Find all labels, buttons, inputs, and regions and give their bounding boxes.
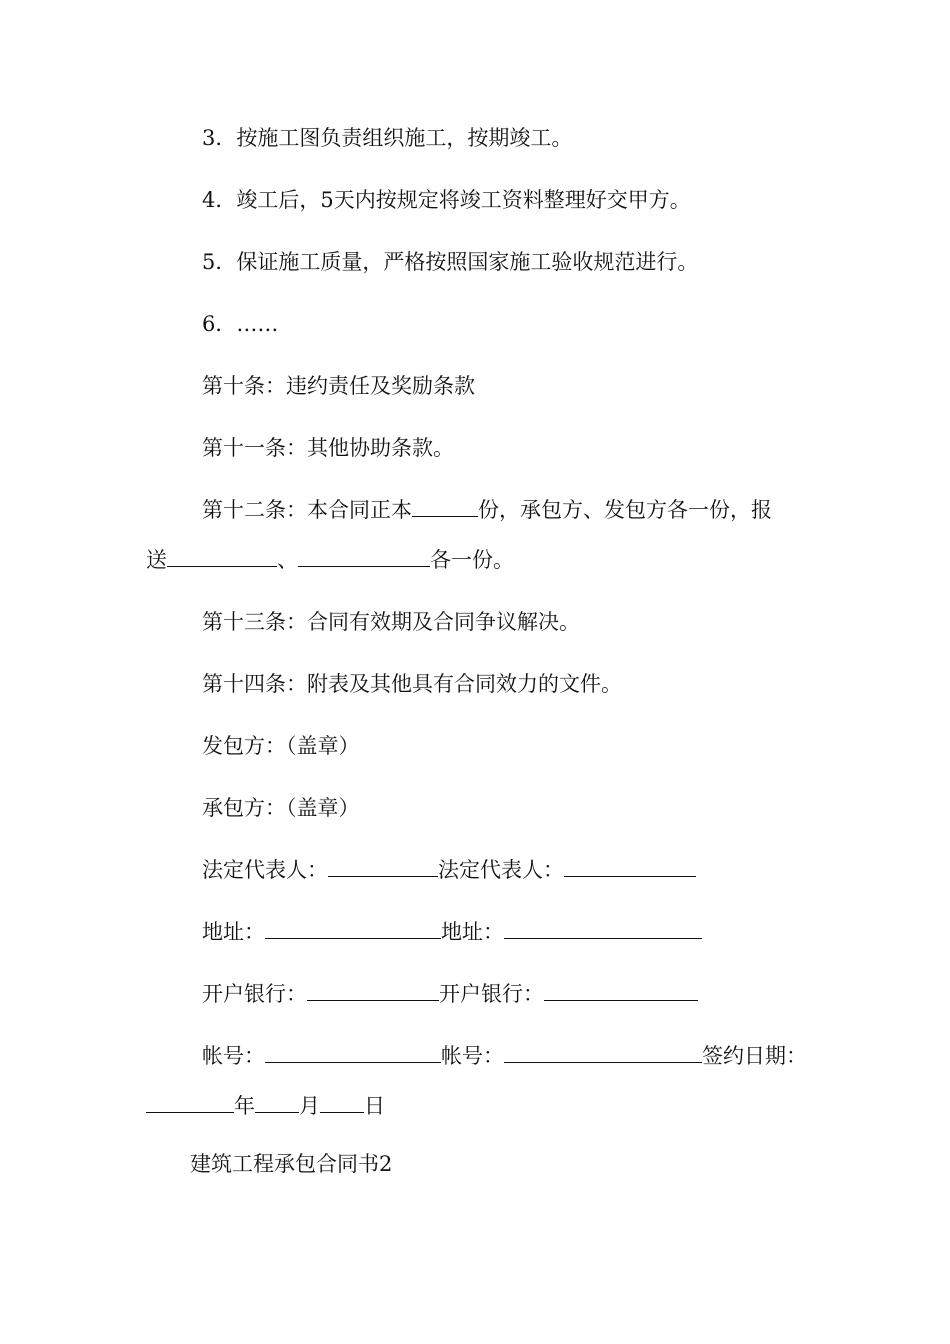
article-12-line-2 [146,546,514,574]
article-12-text-d: 、 [277,548,298,572]
day-blank [320,1092,364,1113]
recipient-blank-1 [167,546,277,567]
legal-rep-blank-b [564,856,696,877]
address-label-a: 地址： [202,920,265,944]
article-12-text-a: 第十二条：本合同正本 [202,498,412,522]
year-blank [146,1092,234,1113]
article-10: 第十条：违约责任及奖励条款 [202,374,475,398]
account-label-b: 帐号： [441,1044,504,1068]
bank-blank-a [307,980,439,1001]
legal-rep-label-a: 法定代表人： [202,858,328,882]
account-label-a: 帐号： [202,1044,265,1068]
day-label: 日 [364,1094,385,1118]
employer-seal: 发包方：（盖章） [202,734,360,758]
next-document-title: 建筑工程承包合同书2 [190,1152,393,1176]
sign-date-label: 签约日期： [702,1044,807,1068]
month-blank [255,1092,299,1113]
clause-item-6: 6．…… [202,312,279,336]
legal-representative-line [202,856,696,884]
address-blank-a [265,918,441,939]
year-label: 年 [234,1094,255,1118]
article-12-text-e: 各一份。 [430,548,514,572]
article-11: 第十一条：其他协助条款。 [202,436,454,460]
article-12-line-1 [202,496,772,524]
account-blank-b [504,1042,702,1063]
legal-rep-label-b: 法定代表人： [438,858,564,882]
article-12-text-b: 份，承包方、发包方各一份，报 [478,498,772,522]
clause-item-3: 3．按施工图负责组织施工，按期竣工。 [202,126,573,150]
month-label: 月 [299,1094,320,1118]
article-13: 第十三条：合同有效期及合同争议解决。 [202,610,580,634]
legal-rep-blank-a [328,856,438,877]
article-12-text-c: 送 [146,548,167,572]
address-label-b: 地址： [441,920,504,944]
address-line [202,918,702,946]
bank-label-a: 开户银行： [202,982,307,1006]
contractor-seal: 承包方：（盖章） [202,796,360,820]
bank-label-b: 开户银行： [439,982,544,1006]
bank-blank-b [544,980,698,1001]
account-line [202,1042,807,1070]
copies-blank [412,496,478,517]
address-blank-b [504,918,702,939]
clause-item-4: 4．竣工后，5天内按规定将竣工资料整理好交甲方。 [202,188,691,212]
bank-line [202,980,698,1008]
recipient-blank-2 [298,546,430,567]
account-blank-a [265,1042,441,1063]
date-line [146,1092,385,1120]
clause-item-5: 5．保证施工质量，严格按照国家施工验收规范进行。 [202,250,699,274]
article-14: 第十四条：附表及其他具有合同效力的文件。 [202,672,622,696]
